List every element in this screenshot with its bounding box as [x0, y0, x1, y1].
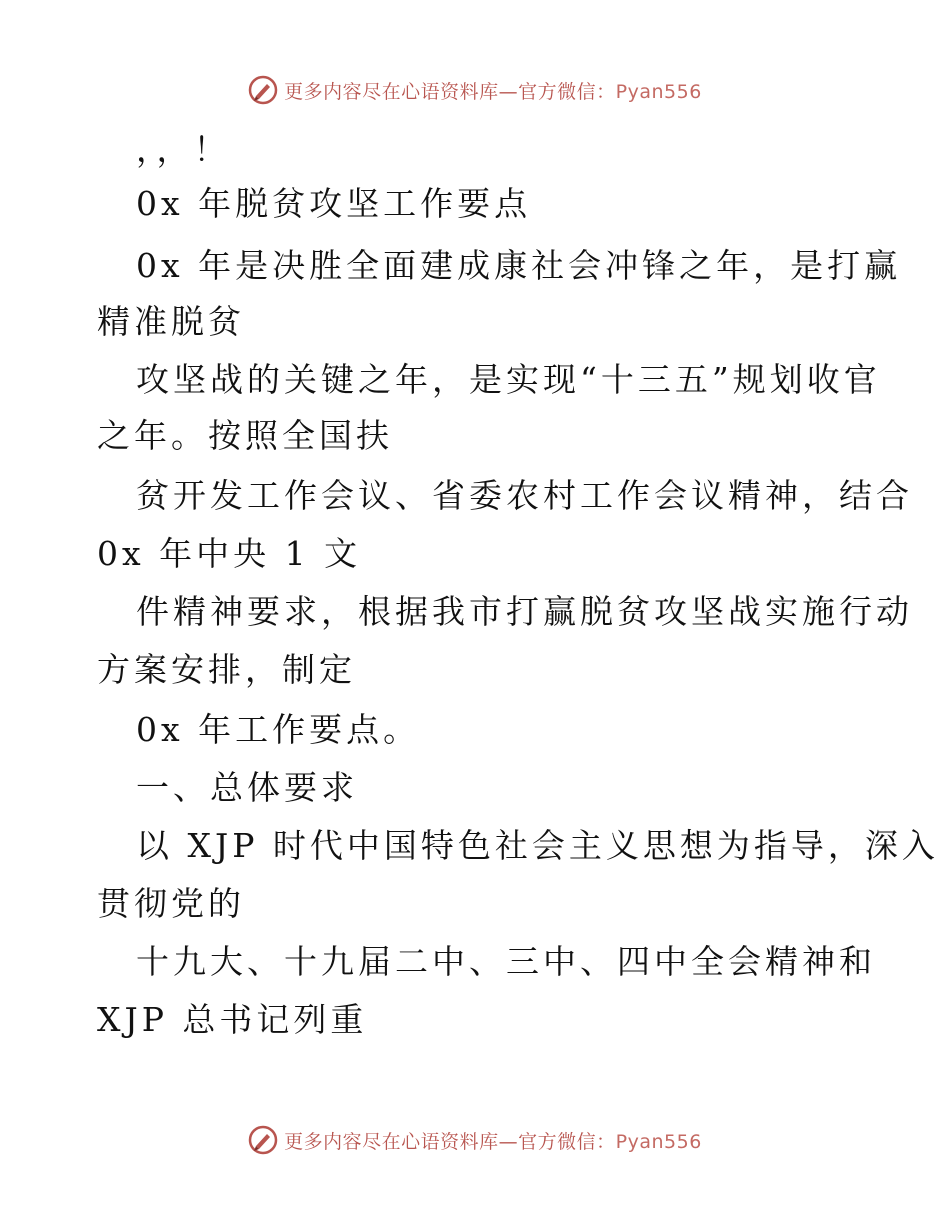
- wechat-id: Pyan556: [615, 1130, 702, 1153]
- text-line: 攻坚战的关键之年，是实现“十三五”规划收官: [136, 360, 881, 399]
- document-title: 0x 年脱贫攻坚工作要点: [136, 184, 532, 223]
- text-line: 0x 年工作要点。: [136, 710, 421, 749]
- text-line: 精准脱贫: [97, 302, 245, 341]
- wechat-id: Pyan556: [615, 80, 702, 103]
- text-line: 贫开发工作会议、省委农村工作会议精神，结合: [136, 476, 913, 515]
- text-line: 十九大、十九届二中、三中、四中全会精神和: [136, 942, 876, 981]
- text-line: 0x 年中央 1 文: [97, 534, 362, 573]
- text-line: ，，！: [136, 130, 231, 169]
- watermark-text: 更多内容尽在心语资料库—官方微信：Pyan556: [284, 1130, 702, 1153]
- text-line: 以 XJP 时代中国特色社会主义思想为指导，深入: [136, 826, 939, 865]
- text-line: 方案安排，制定: [97, 650, 356, 689]
- footer-watermark: [0, 1120, 950, 1160]
- text-line: XJP 总书记列重: [97, 1000, 368, 1039]
- text-line: 件精神要求，根据我市打赢脱贫攻坚战实施行动: [136, 592, 913, 631]
- text-line: 贯彻党的: [97, 884, 245, 923]
- header-watermark: [0, 70, 950, 110]
- text-line: 0x 年是决胜全面建成康社会冲锋之年，是打赢: [136, 246, 902, 285]
- section-heading: 一、总体要求: [136, 768, 358, 807]
- text-line: 之年。按照全国扶: [97, 416, 393, 455]
- pen-logo-icon: [248, 75, 278, 105]
- watermark-text: 更多内容尽在心语资料库—官方微信：Pyan556: [284, 80, 702, 103]
- pen-logo-icon: [248, 1125, 278, 1155]
